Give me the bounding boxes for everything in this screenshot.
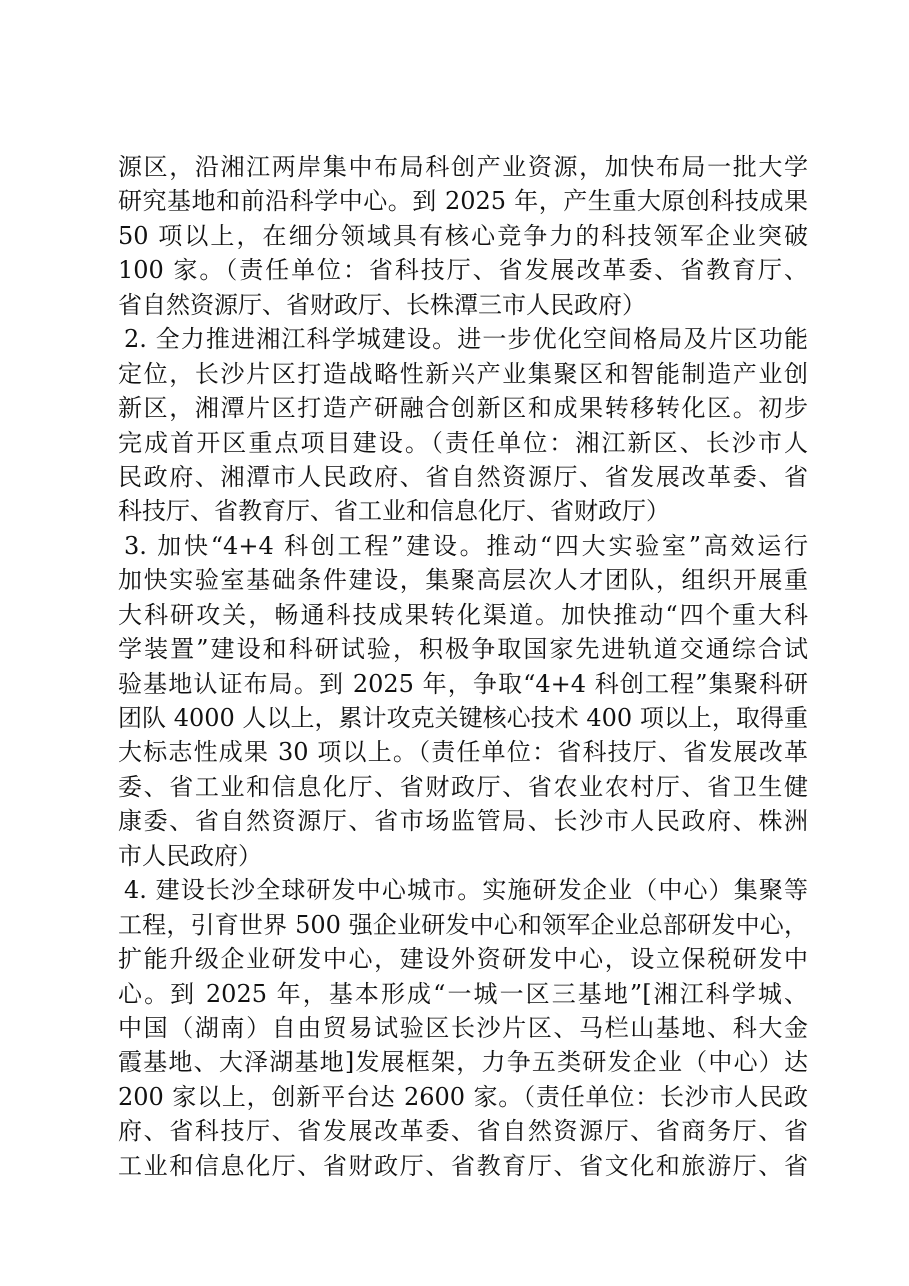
text-line: 验基地认证布局。到 2025 年，争取“4+4 科创工程”集聚科研 [118, 669, 808, 698]
text-line: 学装置”建设和科研试验，积极争取国家先进轨道交通综合试 [118, 635, 808, 664]
text-line: 新区，湘潭片区打造产研融合创新区和成果转移转化区。初步 [118, 394, 808, 423]
text-line: 府、省科技厅、省发展改革委、省自然资源厅、省商务厅、省 [118, 1117, 808, 1146]
text-line: 完成首开区重点项目建设。（责任单位：湘江新区、长沙市人 [118, 428, 808, 457]
text-line: 团队 4000 人以上，累计攻克关键核心技术 400 项以上，取得重 [118, 704, 808, 732]
text-line: 50 项以上，在细分领域具有核心竞争力的科技领军企业突破 [118, 221, 808, 250]
text-line: 大科研攻关，畅通科技成果转化渠道。加快推动“四个重大科 [118, 600, 808, 629]
text-line: 源区，沿湘江两岸集中布局科创产业资源，加快布局一批大学 [118, 153, 808, 181]
text-line: 3. 加快“4+4 科创工程”建设。推动“四大实验室”高效运行 [124, 531, 808, 560]
text-line: 扩能升级企业研发中心，建设外资研发中心，设立保税研发中 [118, 945, 808, 974]
text-line: 霞基地、大泽湖基地]发展框架，力争五类研发企业（中心）达 [118, 1048, 808, 1077]
text-line: 大标志性成果 30 项以上。（责任单位：省科技厅、省发展改革 [118, 738, 808, 767]
text-line: 定位，长沙片区打造战略性新兴产业集聚区和智能制造产业创 [118, 359, 808, 388]
text-line: 市人民政府） [118, 841, 262, 870]
text-line: 康委、省自然资源厅、省市场监管局、长沙市人民政府、株洲 [118, 807, 808, 836]
text-line: 工业和信息化厅、省财政厅、省教育厅、省文化和旅游厅、省 [118, 1151, 808, 1180]
text-line: 科技厅、省教育厅、省工业和信息化厅、省财政厅） [118, 497, 670, 526]
text-line: 工程，引育世界 500 强企业研发中心和领军企业总部研发中心， [118, 910, 808, 939]
text-line: 中国（湖南）自由贸易试验区长沙片区、马栏山基地、科大金 [118, 1013, 808, 1042]
text-line: 民政府、湘潭市人民政府、省自然资源厅、省发展改革委、省 [118, 462, 808, 491]
text-line: 100 家。（责任单位：省科技厅、省发展改革委、省教育厅、 [118, 256, 808, 285]
text-line: 4. 建设长沙全球研发中心城市。实施研发企业（中心）集聚等 [124, 876, 808, 905]
text-line: 委、省工业和信息化厅、省财政厅、省农业农村厅、省卫生健 [118, 772, 808, 801]
text-line: 2. 全力推进湘江科学城建设。进一步优化空间格局及片区功能 [124, 325, 808, 354]
text-line: 200 家以上，创新平台达 2600 家。（责任单位：长沙市人民政 [118, 1082, 808, 1111]
text-line: 加快实验室基础条件建设，集聚高层次人才团队，组织开展重 [118, 566, 808, 595]
text-line: 省自然资源厅、省财政厅、长株潭三市人民政府） [118, 290, 646, 319]
text-line: 心。到 2025 年，基本形成“一城一区三基地”[湘江科学城、 [118, 979, 808, 1008]
document-body [118, 150, 808, 1183]
text-line: 研究基地和前沿科学中心。到 2025 年，产生重大原创科技成果 [118, 187, 808, 216]
